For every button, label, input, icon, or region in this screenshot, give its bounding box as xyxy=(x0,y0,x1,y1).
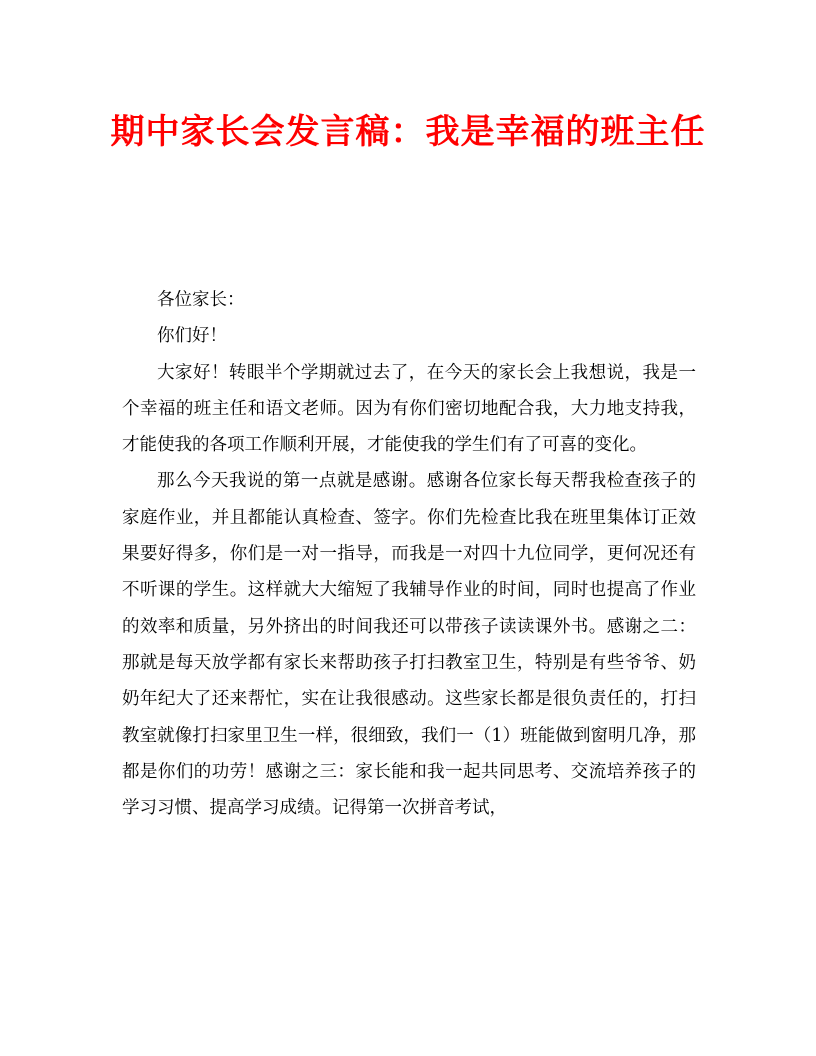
salutation-paragraph: 各位家长： xyxy=(157,290,245,310)
document-body xyxy=(122,282,696,826)
document-title: 期中家长会发言稿：我是幸福的班主任 xyxy=(110,112,706,152)
thanks-paragraph: 那么今天我说的第一点就是感谢。感谢各位家长每天帮我检查孩子的家庭作业，并且都能认真检查、签字。你们先检查比我在班里集体订正效果要好得多，你们是一对一指导，而我是一对四十九位同学，更何况还有不听课的学生。这样就大大缩短了我辅导作业的时间，同时也提高了作业的效率和质量，另外挤出的时间我还可以带孩子读读课外书。感谢之二：那就是每天放学都有家长来帮助孩子打扫教室卫生，特别是有些爷爷、奶奶年纪大了还来帮忙，实在让我很感动。这些家长都是很负责任的，打扫教室就像打扫家里卫生一样，很细致，我们一（1）班能做到窗明几净，那都是你们的功劳！感谢之三：家长能和我一起共同思考、交流培养孩子的学习习惯、提高学习成绩。记得第一次拼音考试， xyxy=(122,471,696,819)
greeting-paragraph: 你们好！ xyxy=(157,326,227,347)
intro-paragraph: 大家好！转眼半个学期就过去了，在今天的家长会上我想说，我是一个幸福的班主任和语文老师。因为有你们密切地配合我，大力地支持我，才能使我的各项工作顺利开展，才能使我的学生们有了可喜的变化。 xyxy=(122,362,696,456)
